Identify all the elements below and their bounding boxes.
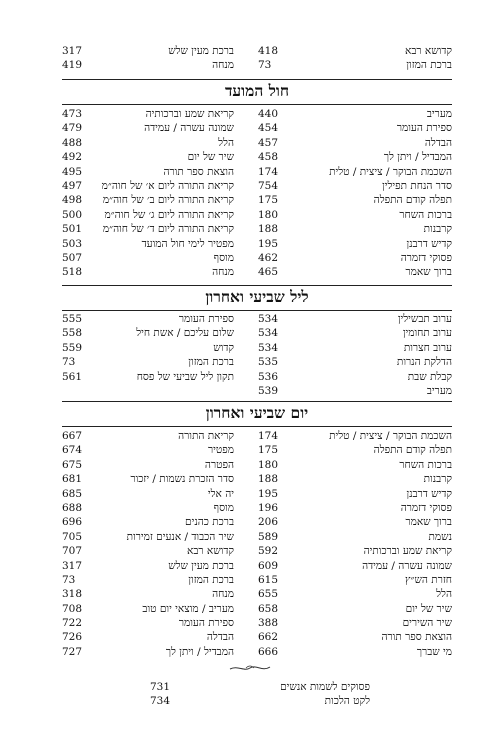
toc-row — [62, 265, 452, 279]
entry-name: הוצאת ספר תורה — [163, 165, 234, 178]
entry-name: מנחה — [212, 588, 234, 601]
section-entries — [62, 312, 452, 398]
entry-page: 592 — [258, 545, 279, 558]
entry-page: 488 — [62, 136, 83, 149]
section-rule — [62, 310, 452, 311]
entry-page: 454 — [258, 122, 279, 135]
entry-name: ברכות השחר — [399, 458, 452, 471]
entry-name: קריאת התורה ליום ב׳ של חוה״מ — [102, 194, 234, 207]
entry-page: 195 — [258, 237, 279, 250]
entry-page: 495 — [62, 165, 83, 178]
entry-name: קריאת התורה ליום ג׳ של חוה״מ — [104, 208, 234, 221]
toc-row — [62, 44, 452, 58]
toc-row — [62, 559, 452, 573]
section-heading: יום שביעי ואחרון — [205, 403, 309, 422]
entry-page: 681 — [62, 473, 83, 486]
toc-row — [62, 150, 452, 164]
toc-row — [62, 458, 452, 472]
entry-page: 440 — [258, 108, 279, 120]
entry-page: 73 — [258, 59, 272, 72]
toc-row — [62, 341, 452, 355]
entry-name: שיר של יום — [187, 151, 234, 164]
entry-name: מפטיר — [208, 444, 234, 457]
entry-page: 559 — [62, 341, 83, 354]
entry-name: קריאת שמע וברכותיה — [363, 545, 452, 558]
toc-row — [62, 602, 452, 616]
entry-name: קריאת התורה ליום ד׳ של חוה״מ — [102, 223, 234, 236]
entry-page: 708 — [62, 602, 83, 615]
entry-name: ברכת מעין שלש — [168, 45, 234, 57]
entry-page: 388 — [258, 617, 279, 630]
entry-page: 479 — [62, 122, 83, 135]
section-entries — [62, 107, 452, 280]
entry-page: 675 — [62, 458, 83, 471]
intro-entries — [62, 44, 452, 73]
section-rule — [62, 104, 452, 105]
entry-page: 609 — [258, 559, 279, 572]
entry-page: 731 — [150, 681, 171, 693]
entry-page: 535 — [258, 356, 279, 369]
entry-name: מנחה — [212, 266, 234, 279]
toc-row — [62, 326, 452, 340]
entry-page: 500 — [62, 208, 83, 221]
toc-row — [62, 429, 452, 443]
entry-name: קריאת התורה ליום א׳ של חוה״מ — [101, 179, 234, 192]
entry-name: יה אלי — [207, 487, 234, 500]
entry-page: 754 — [258, 179, 279, 192]
entry-name: הפטרה — [204, 458, 234, 471]
entry-page: 317 — [62, 559, 83, 572]
entry-page: 558 — [62, 327, 83, 340]
toc-row — [62, 616, 452, 630]
entry-name: ברכת המזון — [406, 59, 452, 72]
entry-page: 73 — [62, 573, 76, 586]
section-rule — [62, 426, 452, 427]
entry-name: הבדלה — [424, 136, 452, 149]
entry-page: 722 — [62, 617, 83, 630]
toc-row — [62, 573, 452, 587]
entry-page: 615 — [258, 573, 279, 586]
toc-row — [62, 487, 452, 501]
entry-name: המבדיל / ויתן לך — [165, 645, 234, 658]
toc-row — [62, 544, 452, 558]
entry-name: שלום עליכם / אשת חיל — [136, 327, 234, 340]
toc-row — [62, 630, 452, 644]
entry-name: ספירת העומר — [178, 617, 234, 630]
toc-row — [62, 587, 452, 601]
entry-name: השכמת הבוקר / ציצית / טלית — [329, 430, 452, 442]
entry-page: 536 — [258, 370, 279, 383]
entry-page: 655 — [258, 588, 279, 601]
entry-page: 465 — [258, 266, 279, 279]
toc-row — [62, 121, 452, 135]
entry-name: השכמת הבוקר / ציצית / טלית — [329, 165, 452, 178]
entry-page: 727 — [62, 645, 83, 658]
entry-page: 180 — [258, 208, 279, 221]
entry-page: 196 — [258, 501, 279, 514]
entry-page: 534 — [258, 313, 279, 325]
entry-page: 73 — [62, 356, 76, 369]
entry-name: ספירת העומר — [396, 122, 452, 135]
entry-name: ערוב תחומין — [402, 327, 452, 340]
entry-page: 507 — [62, 251, 83, 264]
entry-page: 696 — [62, 516, 83, 529]
entry-name: מוסף — [213, 251, 234, 264]
toc-row — [62, 645, 452, 659]
toc-row — [62, 312, 452, 326]
entry-page: 501 — [62, 223, 83, 236]
entry-page: 561 — [62, 370, 83, 383]
entry-name: הלל — [218, 136, 234, 149]
section-heading: ליל שביעי ואחרון — [205, 287, 309, 306]
toc-row — [62, 208, 452, 222]
entry-name: תקון ליל שביעי של פסח — [136, 370, 234, 383]
entry-name: שיר השירים — [402, 617, 452, 630]
entry-name: תפלה קודם התפלה — [373, 194, 452, 207]
entry-name: נשמת — [428, 530, 452, 543]
entry-name: שמונה עשרה / עמידה — [362, 559, 452, 572]
entry-page: 188 — [258, 473, 279, 486]
entry-name: קרבנות — [423, 473, 452, 486]
entry-page: 666 — [258, 645, 279, 658]
entry-page: 688 — [62, 501, 83, 514]
entry-page: 705 — [62, 530, 83, 543]
entry-name: מעריב — [426, 108, 452, 120]
entry-name: קדיש דרבנן — [406, 487, 452, 500]
toc-row — [62, 165, 452, 179]
entry-name: ערוב תבשילין — [397, 313, 452, 325]
entry-name: המבדיל / ויתן לך — [383, 151, 452, 164]
entry-page: 534 — [258, 327, 279, 340]
entry-name: קרבנות — [423, 223, 452, 236]
toc-row — [62, 515, 452, 529]
toc-row — [62, 370, 452, 384]
entry-name: קריאת התורה — [178, 430, 234, 442]
entry-name: קדושא רבא — [405, 45, 452, 57]
entry-name: שמונה עשרה / עמידה — [144, 122, 234, 135]
entry-page: 734 — [150, 695, 171, 708]
entry-name: ברכת המזון — [188, 573, 234, 586]
entry-name: סדר הזכרת נשמות / יזכור — [130, 473, 234, 486]
entry-name: פסוקי דזמרה — [400, 501, 452, 514]
toc-row — [62, 443, 452, 457]
entry-page: 667 — [62, 430, 83, 442]
entry-page: 662 — [258, 631, 279, 644]
entry-name: תפלה קודם התפלה — [373, 444, 452, 457]
entry-name: קבלת שבת — [407, 370, 452, 383]
entry-page: 589 — [258, 530, 279, 543]
entry-page: 492 — [62, 151, 83, 164]
entry-name: מוסף — [213, 501, 234, 514]
entry-page: 188 — [258, 223, 279, 236]
entry-name: שיר של יום — [405, 602, 452, 615]
entry-name: קדושא רבא — [187, 545, 234, 558]
entry-page: 419 — [62, 59, 83, 72]
entry-page: 726 — [62, 631, 83, 644]
toc-row — [62, 107, 452, 121]
entry-page: 473 — [62, 108, 83, 120]
entry-page: 658 — [258, 602, 279, 615]
entry-name: לקט הלכות — [324, 695, 370, 708]
entry-name: הוצאת ספר תורה — [381, 631, 452, 644]
entry-name: קדוש — [213, 341, 234, 354]
entry-name: ברוך שאמר — [405, 266, 452, 279]
entry-page: 498 — [62, 194, 83, 207]
section-heading: חול המועד — [224, 81, 290, 100]
entry-page: 318 — [62, 588, 83, 601]
toc-row — [62, 501, 452, 515]
entry-name: חזרת הש״ץ — [405, 573, 452, 586]
entry-page: 195 — [258, 487, 279, 500]
entry-name: סדר הנחת תפילין — [382, 179, 452, 192]
entry-name: ברכת כהנים — [185, 516, 234, 529]
entry-name: הבדלה — [206, 631, 234, 644]
entry-name: קדיש דרבנן — [406, 237, 452, 250]
toc-row — [62, 472, 452, 486]
entry-page: 175 — [258, 444, 279, 457]
toc-row — [150, 680, 370, 694]
entry-page: 175 — [258, 194, 279, 207]
toc-row — [62, 222, 452, 236]
entry-name: ברכת מעין שלש — [168, 559, 234, 572]
toc-row — [62, 530, 452, 544]
entry-page: 503 — [62, 237, 83, 250]
toc-row — [62, 251, 452, 265]
entry-name: פסוקים לשמות אנשים — [280, 681, 370, 693]
section-entries — [62, 429, 452, 659]
entry-name: מעריב — [426, 384, 452, 397]
toc-row — [62, 237, 452, 251]
entry-name: פסוקי דזמרה — [400, 251, 452, 264]
entry-page: 180 — [258, 458, 279, 471]
entry-name: ברכת המזון — [188, 356, 234, 369]
entry-page: 317 — [62, 45, 83, 57]
toc-row — [62, 193, 452, 207]
entry-page: 539 — [258, 384, 279, 397]
entry-name: מעריב / מוצאי יום טוב — [142, 602, 234, 615]
entry-name: מנחה — [212, 59, 234, 72]
entry-page: 418 — [258, 45, 279, 57]
toc-row — [62, 58, 452, 72]
entry-page: 462 — [258, 251, 279, 264]
entry-page: 518 — [62, 266, 83, 279]
toc-row — [62, 355, 452, 369]
entry-name: מי שברך — [416, 645, 452, 658]
ornament-divider — [228, 663, 272, 673]
entry-name: הדלקת הנרות — [396, 356, 452, 369]
entry-page: 534 — [258, 341, 279, 354]
toc-row — [62, 136, 452, 150]
entry-page: 458 — [258, 151, 279, 164]
entry-name: קריאת שמע וברכותיה — [145, 108, 234, 120]
entry-name: ברוך שאמר — [405, 516, 452, 529]
entry-page: 497 — [62, 179, 83, 192]
entry-name: מפטיר לימי חול המועד — [141, 237, 234, 250]
entry-name: ערוב חצרות — [403, 341, 452, 354]
entry-page: 174 — [258, 165, 279, 178]
toc-row — [62, 179, 452, 193]
entry-page: 685 — [62, 487, 83, 500]
entry-page: 174 — [258, 430, 279, 442]
entry-name: שיר הכבוד / אנעים זמירות — [126, 530, 234, 543]
entry-name: הלל — [436, 588, 452, 601]
entry-name: ספירת העומר — [178, 313, 234, 325]
entry-page: 674 — [62, 444, 83, 457]
toc-row — [150, 694, 370, 708]
toc-row — [62, 384, 452, 398]
entry-page: 707 — [62, 545, 83, 558]
entry-page: 555 — [62, 313, 83, 325]
footer-entries — [150, 680, 370, 709]
entry-page: 457 — [258, 136, 279, 149]
entry-name: ברכות השחר — [399, 208, 452, 221]
entry-page: 206 — [258, 516, 279, 529]
